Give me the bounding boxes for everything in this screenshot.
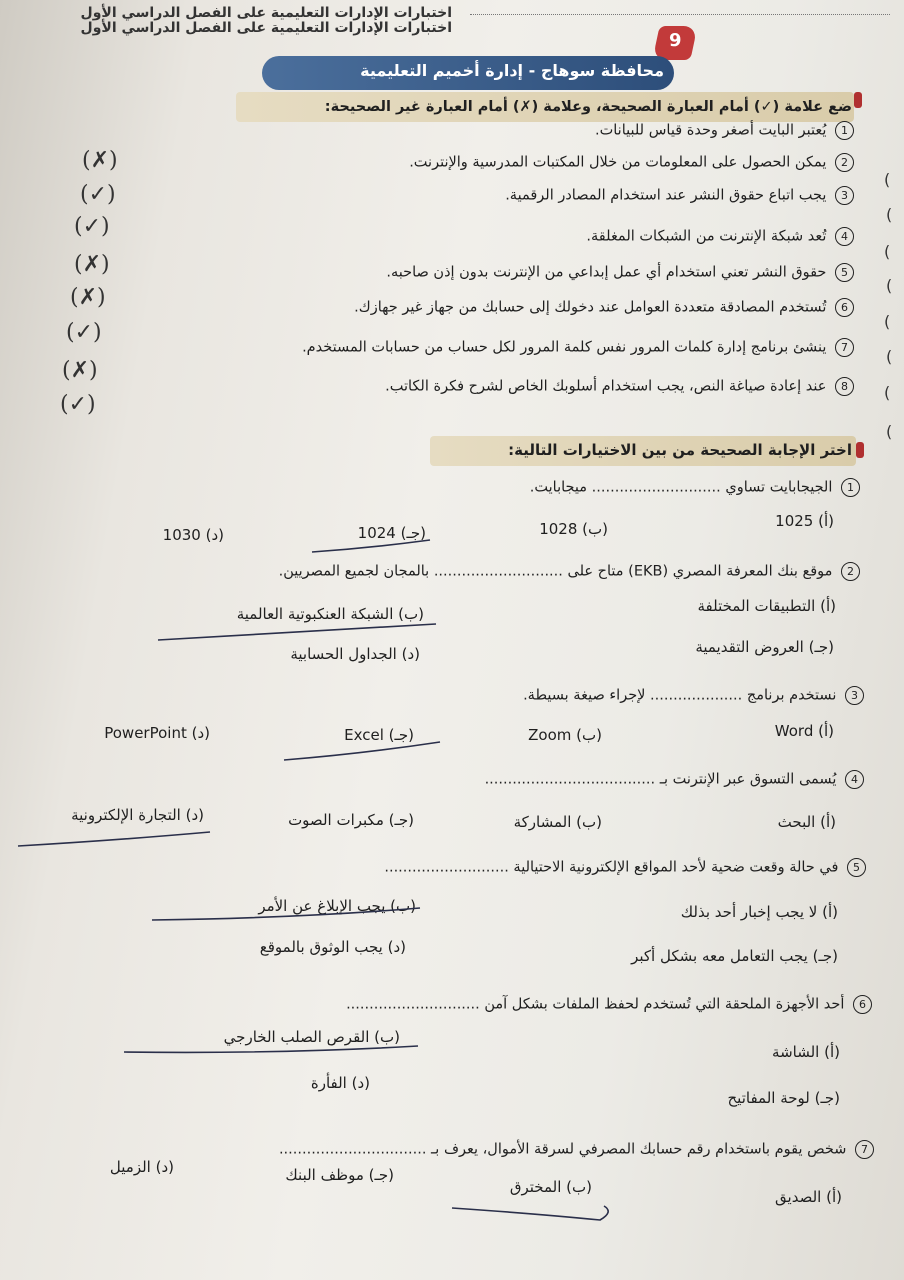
q6-option-d: (د) الفأرة xyxy=(310,1074,370,1092)
edge-paren: ( xyxy=(884,383,891,402)
q6-option-a: (أ) الشاشة xyxy=(772,1043,840,1061)
q4-option-c: (جـ) مكبرات الصوت xyxy=(288,811,414,829)
edge-paren: ( xyxy=(886,347,893,366)
q7-option-b: (ب) المخترق xyxy=(509,1178,592,1196)
question-5: 5 في حالة وقعت ضحية لأحد المواقع الإلكترونية الاحتيالية ........................... xyxy=(384,858,866,877)
mark-3: (✓) xyxy=(74,214,110,239)
q1-option-d: (د) 1030 xyxy=(162,526,224,544)
statement-1: 1 يُعتبر البايت أصغر وحدة قياس للبيانات. xyxy=(595,121,854,140)
edge-paren: ( xyxy=(886,422,893,441)
q7-option-d: (د) الزميل xyxy=(109,1158,174,1176)
edge-paren: ( xyxy=(884,312,891,331)
underline-q7 xyxy=(452,1206,608,1220)
underline-q4 xyxy=(18,832,210,846)
question-7: 7 شخص يقوم باستخدام رقم حسابك المصرفي لسرقة الأموال، يعرف بـ ................................ xyxy=(279,1140,874,1159)
q1-option-a: (أ) 1025 xyxy=(775,512,834,530)
mark-8: (✓) xyxy=(60,392,96,417)
underline-q5 xyxy=(152,908,420,920)
statement-2: 2 يمكن الحصول على المعلومات من خلال المكتبات المدرسية والإنترنت. xyxy=(409,153,854,172)
section2-instruction: اختر الإجابة الصحيحة من بين الاختيارات التالية: xyxy=(508,441,852,459)
mark-2: (✓) xyxy=(80,182,116,207)
q6-option-b: (ب) القرص الصلب الخارجي xyxy=(223,1028,400,1046)
mark-5: (✗) xyxy=(70,285,106,310)
statement-4: 4 تُعد شبكة الإنترنت من الشبكات المغلقة. xyxy=(586,227,854,246)
banner-text: محافظة سوهاج - إدارة أخميم التعليمية xyxy=(360,61,664,80)
header-title: اختبارات الإدارات التعليمية على الفصل الدراسي الأول xyxy=(80,20,452,36)
q4-option-a: (أ) البحث xyxy=(777,813,836,831)
underline-q3 xyxy=(284,742,440,760)
q2-option-b: (ب) الشبكة العنكبوتية العالمية xyxy=(236,605,424,623)
underline-q6 xyxy=(124,1046,418,1052)
q3-option-a: (أ) Word xyxy=(774,722,834,740)
mark-7: (✗) xyxy=(62,358,98,383)
q6-option-c: (جـ) لوحة المفاتيح xyxy=(727,1089,840,1107)
q4-option-d: (د) التجارة الإلكترونية xyxy=(71,806,204,824)
mark-4: (✗) xyxy=(74,252,110,277)
statement-3: 3 يجب اتباع حقوق النشر عند استخدام المصادر الرقمية. xyxy=(505,186,854,205)
q5-option-b: (ب) يجب الإبلاغ عن الأمر xyxy=(258,897,416,915)
q5-option-c: (جـ) يجب التعامل معه بشكل أكبر xyxy=(631,947,838,965)
q3-option-c: (جـ) Excel xyxy=(344,726,414,744)
q3-option-d: (د) PowerPoint xyxy=(104,724,210,742)
q4-option-b: (ب) المشاركة xyxy=(513,813,602,831)
question-1: 1 الجيجابايت تساوي ............................ ميجابايت. xyxy=(530,478,860,497)
mark-1: (✗) xyxy=(82,148,118,173)
underline-q2 xyxy=(158,624,436,640)
mark-6: (✓) xyxy=(66,320,102,345)
edge-paren: ( xyxy=(886,276,893,295)
statement-6: 6 تُستخدم المصادقة متعددة العوامل عند دخولك إلى حسابك من جهاز غير جهازك. xyxy=(354,298,854,317)
q1-option-c: (جـ) 1024 xyxy=(357,524,426,542)
edge-paren: ( xyxy=(884,170,891,189)
q1-option-b: (ب) 1028 xyxy=(539,520,608,538)
question-6: 6 أحد الأجهزة الملحقة التي تُستخدم لحفظ الملفات بشكل آمن ............................. xyxy=(346,995,872,1014)
q7-option-c: (جـ) موظف البنك xyxy=(285,1166,394,1184)
section1-instruction: ضع علامة (✓) أمام العبارة الصحيحة، وعلامة (✗) أمام العبارة غير الصحيحة: xyxy=(324,99,852,115)
statement-8: 8 عند إعادة صياغة النص، يجب استخدام أسلوبك الخاص لشرح فكرة الكاتب. xyxy=(385,377,854,396)
edge-paren: ( xyxy=(884,242,891,261)
q7-option-a: (أ) الصديق xyxy=(775,1188,842,1206)
question-3: 3 نستخدم برنامج .................... لإجراء صيغة بسيطة. xyxy=(523,686,864,705)
underline-q1 xyxy=(312,540,430,552)
header-title-top: اختبارات الإدارات التعليمية على الفصل الدراسي الأول xyxy=(80,5,452,21)
q3-option-b: (ب) Zoom xyxy=(528,726,602,744)
statement-5: 5 حقوق النشر تعني استخدام أي عمل إبداعي من الإنترنت بدون إذن صاحبه. xyxy=(386,263,854,282)
statement-7: 7 ينشئ برنامج إدارة كلمات المرور نفس كلمة المرور لكل حساب من حسابات المستخدم. xyxy=(302,338,854,357)
q2-option-d: (د) الجداول الحسابية xyxy=(290,645,420,663)
edge-paren: ( xyxy=(886,205,893,224)
question-2: 2 موقع بنك المعرفة المصري (EKB) متاح على ............................ بالمجان لجميع المصريين. xyxy=(279,562,860,581)
exam-number: 9 xyxy=(669,30,682,51)
question-4: 4 يُسمى التسوق عبر الإنترنت بـ ..................................... xyxy=(485,770,864,789)
q5-option-a: (أ) لا يجب إخبار أحد بذلك xyxy=(680,903,838,921)
q5-option-d: (د) يجب الوثوق بالموقع xyxy=(259,938,406,956)
q2-option-c: (جـ) العروض التقديمية xyxy=(695,638,834,656)
q2-option-a: (أ) التطبيقات المختلفة xyxy=(697,597,836,615)
